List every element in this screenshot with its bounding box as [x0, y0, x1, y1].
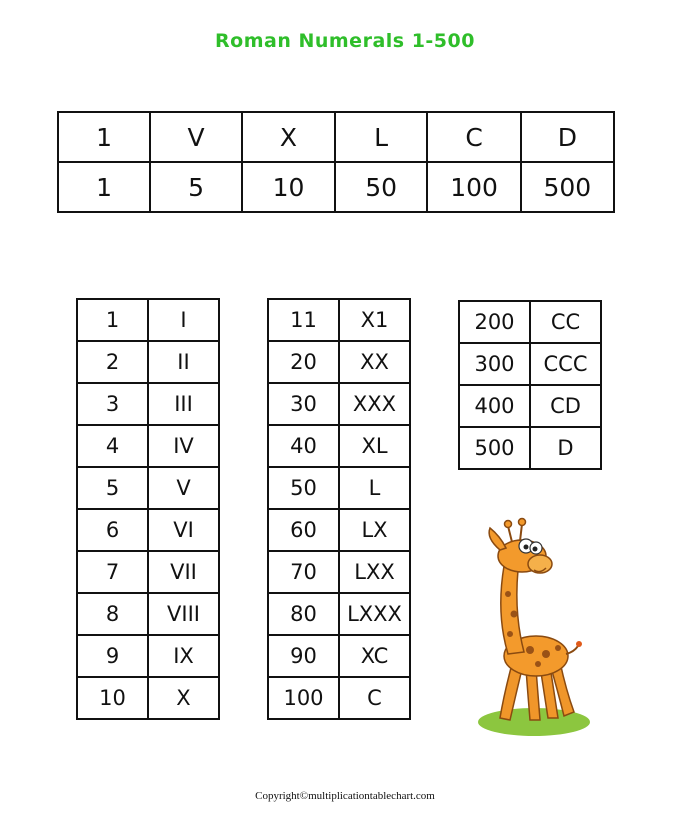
roman-numeral-cell: D [530, 427, 601, 469]
number-cell: 9 [77, 635, 148, 677]
number-cell: 10 [77, 677, 148, 719]
table-row [459, 343, 601, 385]
roman-numeral-cell: X [148, 677, 219, 719]
number-cell: 11 [268, 299, 339, 341]
number-cell: 40 [268, 425, 339, 467]
roman-numeral-cell: CCC [530, 343, 601, 385]
number-cell: 30 [268, 383, 339, 425]
table-cell: V [150, 112, 242, 162]
roman-numeral-cell: III [148, 383, 219, 425]
table-row [77, 383, 219, 425]
table-row [268, 383, 410, 425]
roman-numeral-cell: LXX [339, 551, 410, 593]
numerals-1-to-10-table [76, 298, 220, 720]
roman-numeral-cell: V [148, 467, 219, 509]
roman-numeral-cell: X1 [339, 299, 410, 341]
number-cell: 5 [77, 467, 148, 509]
roman-numeral-cell: CD [530, 385, 601, 427]
number-cell: 60 [268, 509, 339, 551]
roman-numeral-cell: C [339, 677, 410, 719]
number-cell: 4 [77, 425, 148, 467]
number-cell: 8 [77, 593, 148, 635]
number-cell: 20 [268, 341, 339, 383]
number-cell: 70 [268, 551, 339, 593]
roman-numeral-cell: LXXX [339, 593, 410, 635]
roman-numeral-cell: II [148, 341, 219, 383]
table-row [459, 301, 601, 343]
table-cell: 500 [521, 162, 614, 212]
numerals-200-to-500-table [458, 300, 602, 470]
table-cell: X [242, 112, 335, 162]
number-cell: 200 [459, 301, 530, 343]
table-row [268, 299, 410, 341]
table-row [268, 593, 410, 635]
roman-numeral-cell: XXX [339, 383, 410, 425]
roman-numeral-cell: XL [339, 425, 410, 467]
number-cell: 300 [459, 343, 530, 385]
roman-numeral-cell: I [148, 299, 219, 341]
roman-numeral-cell: XC [339, 635, 410, 677]
table-row [459, 427, 601, 469]
table-row [77, 467, 219, 509]
number-cell: 3 [77, 383, 148, 425]
table-cell: L [335, 112, 428, 162]
roman-numeral-cell: VIII [148, 593, 219, 635]
roman-numeral-cell: VI [148, 509, 219, 551]
table-row [77, 635, 219, 677]
table-cell: C [427, 112, 520, 162]
table-row [77, 509, 219, 551]
table-row [459, 385, 601, 427]
numeral-reference-table [57, 111, 615, 213]
copyright-notice: Copyright©multiplicationtablechart.com [255, 790, 435, 802]
giraffe-icon [474, 504, 594, 744]
numerals-11-to-100-table [267, 298, 411, 720]
table-row [77, 341, 219, 383]
roman-numeral-cell: IX [148, 635, 219, 677]
table-row [77, 593, 219, 635]
table-cell: 10 [242, 162, 335, 212]
number-cell: 50 [268, 467, 339, 509]
table-row [77, 425, 219, 467]
roman-numeral-cell: CC [530, 301, 601, 343]
number-cell: 2 [77, 341, 148, 383]
table-row [268, 467, 410, 509]
roman-numeral-cell: L [339, 467, 410, 509]
number-cell: 500 [459, 427, 530, 469]
table-cell: 100 [427, 162, 520, 212]
number-cell: 90 [268, 635, 339, 677]
table-row [268, 551, 410, 593]
roman-numeral-cell: VII [148, 551, 219, 593]
table-row [268, 425, 410, 467]
table-cell: 5 [150, 162, 242, 212]
number-cell: 400 [459, 385, 530, 427]
table-row [268, 677, 410, 719]
table-cell: 50 [335, 162, 428, 212]
number-cell: 6 [77, 509, 148, 551]
table-row [77, 677, 219, 719]
table-row [268, 509, 410, 551]
table-row [268, 635, 410, 677]
table-cell: D [521, 112, 614, 162]
table-row [77, 299, 219, 341]
table-row [268, 341, 410, 383]
number-cell: 7 [77, 551, 148, 593]
page-title: Roman Numerals 1-500 [215, 30, 475, 52]
number-cell: 100 [268, 677, 339, 719]
roman-numeral-cell: XX [339, 341, 410, 383]
value-row [58, 162, 614, 212]
numeral-row [58, 112, 614, 162]
table-cell: 1 [58, 112, 150, 162]
number-cell: 1 [77, 299, 148, 341]
table-cell: 1 [58, 162, 150, 212]
roman-numeral-cell: LX [339, 509, 410, 551]
table-row [77, 551, 219, 593]
roman-numeral-cell: IV [148, 425, 219, 467]
number-cell: 80 [268, 593, 339, 635]
